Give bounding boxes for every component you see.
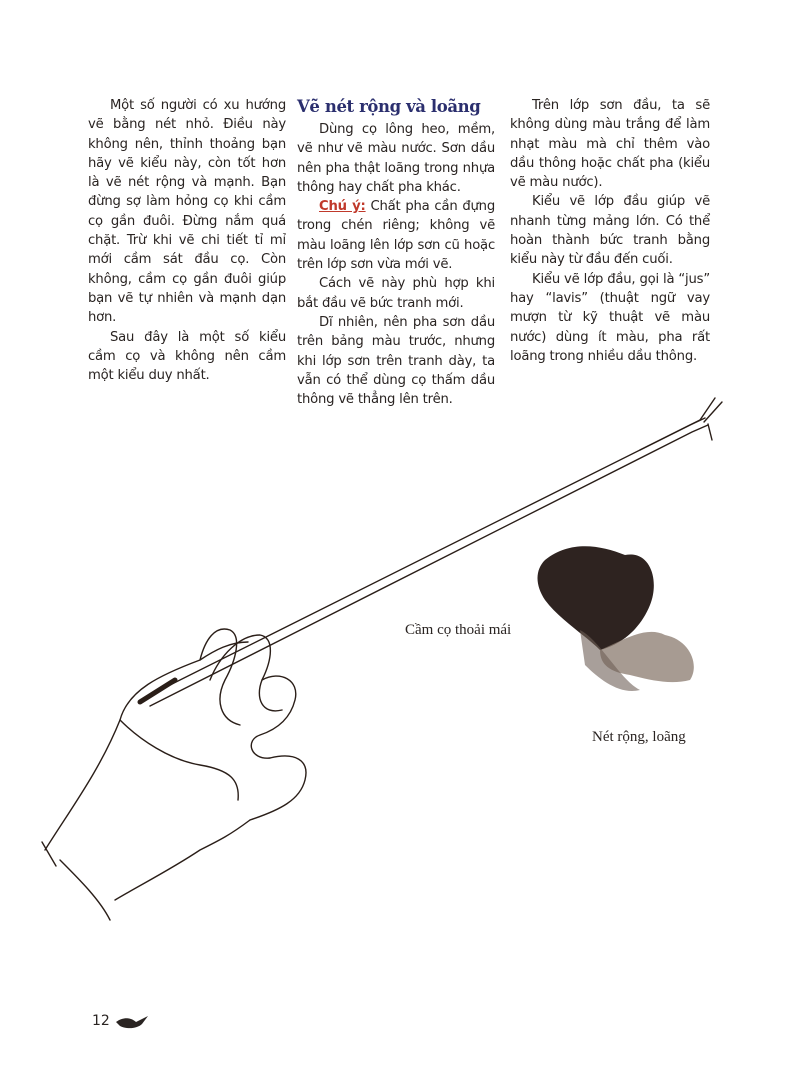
- text-column-3: [510, 96, 710, 366]
- section-title: Vẽ nét rộng và loãng: [297, 97, 481, 116]
- paragraph: Dĩ nhiên, nên pha sơn dầu trên bảng màu trước, nhưng khi lớp sơn trên tranh dày, ta vẫn có thể dùng cọ thấm dầu thông vẽ thẳng lên trên.: [297, 314, 495, 408]
- paragraph: Cách vẽ này phù hợp khi bắt đầu vẽ bức tranh mới.: [297, 276, 495, 311]
- caption-stroke: Nét rộng, loãng: [592, 729, 686, 745]
- caption-hand: Cầm cọ thoải mái: [405, 622, 512, 638]
- paragraph: Kiểu vẽ lớp đầu giúp vẽ nhanh từng mảng lớn. Có thể hoàn thành bức tranh bằng kiểu này từ đầu đến cuối.: [510, 194, 710, 268]
- page-number: 12: [92, 1013, 110, 1029]
- text-column-1: [88, 96, 286, 385]
- note-text: Chất pha cần đựng trong chén riêng; không vẽ màu loãng lên lớp sơn cũ hoặc trên lớp sơn vừa mới vẽ.: [297, 199, 496, 273]
- bird-emblem-icon: [114, 1010, 154, 1032]
- ink-stroke-sample: [538, 546, 694, 691]
- note-paragraph: [297, 197, 495, 274]
- paragraph: Kiểu vẽ lớp đầu, gọi là “jus” hay “lavis” (thuật ngữ vay mượn từ kỹ thuật vẽ màu nước) dùng ít màu, pha rất loãng trong nhiều dầu thông.: [510, 271, 710, 364]
- paragraph: Sau đây là một số kiểu cầm cọ và không nên cầm một kiểu duy nhất.: [88, 329, 286, 384]
- paragraph: Trên lớp sơn đầu, ta sẽ không dùng màu trắng để làm nhạt màu mà chỉ thêm vào dầu thông hoặc chất pha (kiểu vẽ màu nước).: [510, 98, 710, 191]
- text-column-2: [297, 96, 495, 409]
- paragraph: Dùng cọ lông heo, mềm, vẽ như vẽ màu nước. Sơn dầu nên pha thật loãng trong nhựa thông hay chất pha khác.: [297, 122, 495, 195]
- note-label: Chú ý:: [319, 199, 366, 215]
- paragraph: Một số người có xu hướng vẽ bằng nét nhỏ. Điều này không nên, thỉnh thoảng bạn hãy vẽ kiểu này, còn tốt hơn là vẽ nét rộng và mạnh. Bạn đừng sợ làm hỏng cọ khi cầm cọ gần đuôi. Đừng nắm quá chặt. Trừ khi vẽ chi tiết tỉ mỉ mới cầm sát đầu cọ. Còn không, cầm cọ gần đuôi giúp bạn vẽ tự nhiên và mạnh dạn hơn.: [88, 98, 286, 326]
- hand-brush-illustration: [0, 380, 800, 940]
